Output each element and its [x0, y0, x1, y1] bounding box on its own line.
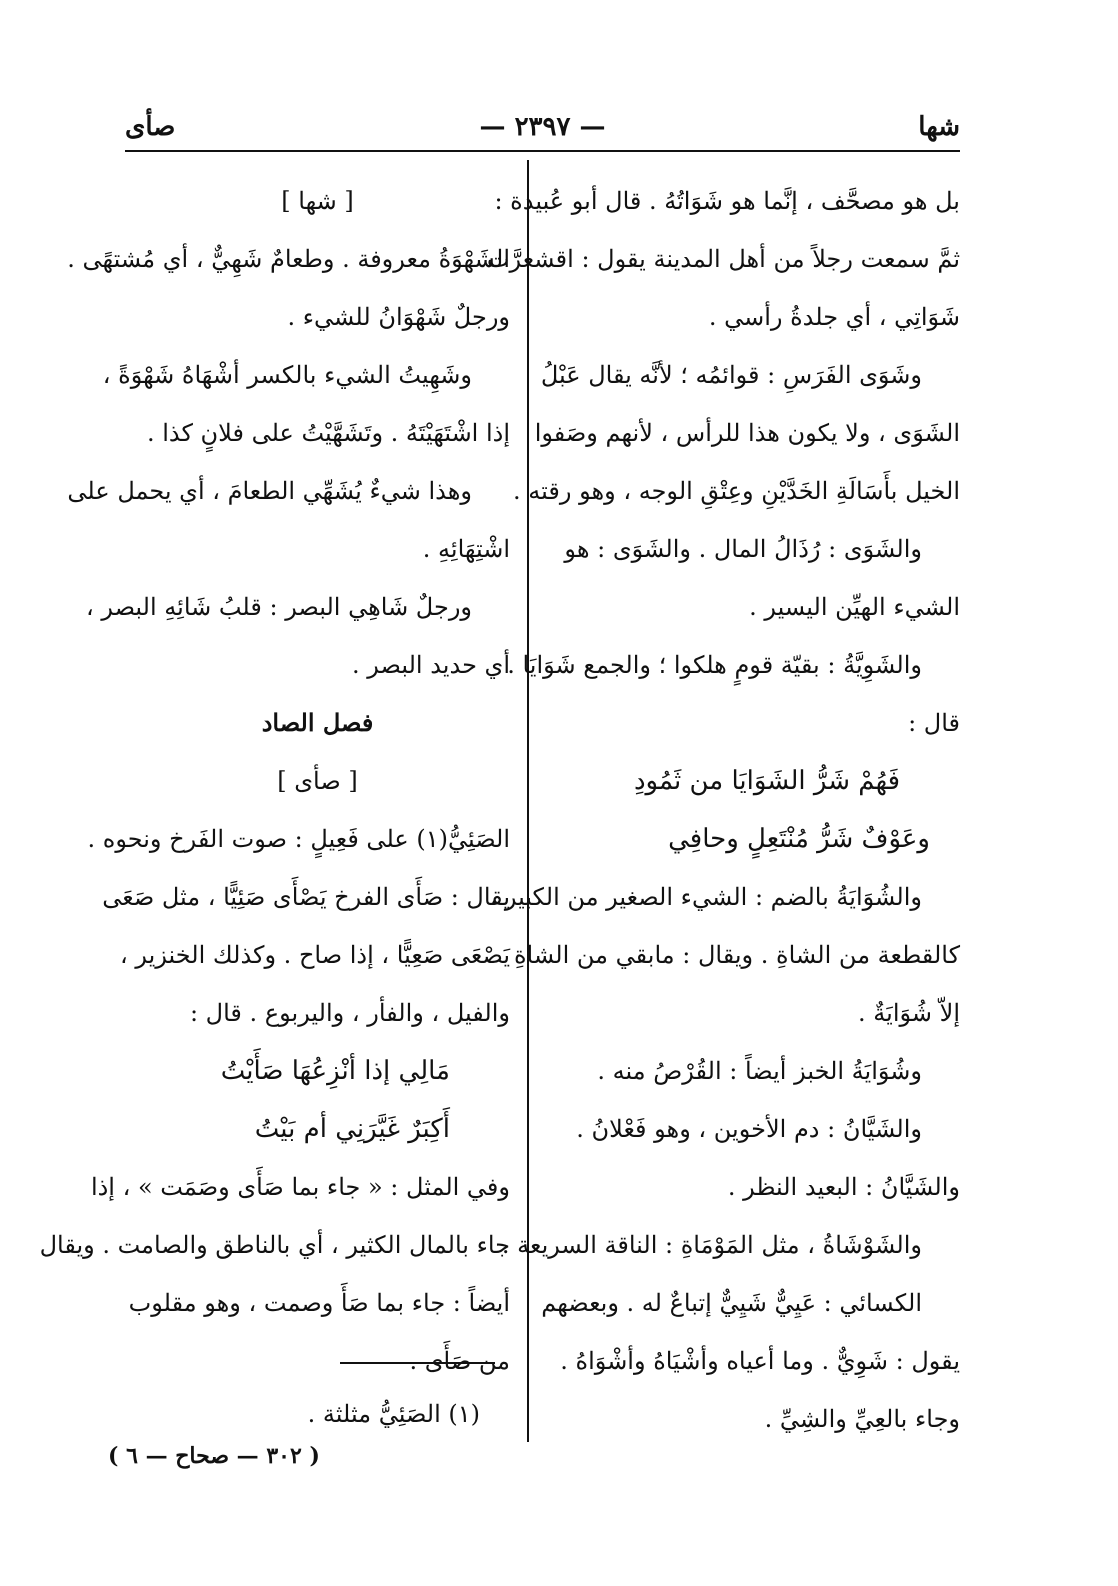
- section-heading: فصل الصاد: [261, 708, 374, 737]
- text-line: والشَوْشَاةُ ، مثل المَوْمَاةِ : الناقة السريعة .: [501, 1231, 922, 1259]
- text-line: والشَيَّانُ : دم الأخوين ، وهو فَعْلانُ .: [576, 1115, 922, 1143]
- text-line: يقول : شَوِيٌّ . وما أعياه وأشْيَاهُ وأشْوَاهُ .: [560, 1347, 960, 1375]
- text-line: قال :: [908, 709, 960, 737]
- header-root-right: شها: [918, 112, 960, 142]
- text-line: وشُوَايَةُ الخبز أيضاً : القُرْصُ منه .: [597, 1057, 922, 1085]
- text-line: ورجلٌ شَاهِي البصر : قلبُ شَائِهِ البصر ،: [85, 593, 472, 621]
- text-line: والشَوِيَّةُ : بقيّة قومٍ هلكوا ؛ والجمع شَوَايَا .: [507, 651, 922, 679]
- text-line: ثمَّ سمعت رجلاً من أهل المدينة يقول : اقشعرَّت: [486, 245, 960, 273]
- text-line: الصَئِيُّ(١) على فَعِيلٍ : صوت الفَرخ ونحوه .: [87, 825, 510, 853]
- text-line: والفيل ، والفأر ، واليربوع . قال :: [189, 999, 510, 1027]
- text-line: وجاء بالعِيِّ والشِيِّ .: [764, 1405, 960, 1433]
- text-line: وهذا شيءٌ يُشَهِّي الطعامَ ، أي يحمل على: [67, 477, 472, 505]
- signature-mark: ( ٣٠٢ — صحاح — ٦ ): [108, 1443, 320, 1469]
- text-line: ورجلٌ شَهْوَانُ للشيء .: [287, 303, 510, 331]
- text-line: شَوَاتِي ، أي جلدةُ رأسي .: [708, 303, 960, 331]
- text-line: والشُوَايَةُ بالضم : الشيء الصغير من الكبير ،: [489, 883, 922, 911]
- verse-line: أَكِبَرٌ غَيَّرَنِي أم بَيْتُ: [254, 1114, 450, 1144]
- header-root-left: صأى: [125, 112, 176, 142]
- text-line: وشَهِيتُ الشيء بالكسر أشْهَاهُ شَهْوَةً ،: [102, 361, 472, 389]
- entry-heading: [ صأى ]: [277, 767, 358, 795]
- text-line: الشَوَى ، ولا يكون هذا للرأس ، لأنهم وصَفوا: [534, 419, 960, 447]
- text-line: بل هو مصحَّف ، إنَّما هو شَوَاتُهُ . قال أبو عُبيدة :: [494, 187, 960, 215]
- text-line: إلاّ شُوَايَةٌ .: [858, 999, 960, 1027]
- text-line: والشَيَّانُ : البعيد النظر .: [727, 1173, 960, 1201]
- text-line: الشيء الهيِّن اليسير .: [749, 593, 960, 621]
- entry-heading: [ شها ]: [281, 187, 354, 215]
- verse-line: مَالِي إذا أنْزِعُهَا صَأَيْتُ: [220, 1056, 450, 1086]
- page-number: — ٢٣٩٧ —: [479, 112, 606, 142]
- footnote-rule: [340, 1362, 495, 1364]
- text-line: اشْتِهَائِهِ .: [422, 535, 510, 563]
- page-header: [125, 112, 960, 152]
- text-line: وشَوَى الفَرَسِ : قوائمُه ؛ لأنَّه يقال عَبْلُ: [540, 361, 922, 389]
- text-line: وفي المثل : « جاء بما صَأَى وصَمَت » ، إذا: [90, 1173, 510, 1201]
- text-line: من صَأَى .: [409, 1347, 510, 1375]
- text-line: الخيل بأَسَالَةِ الخَدَّيْنِ وعِتْقِ الوجه ، وهو رقته .: [513, 477, 960, 505]
- text-line: الكسائي : عَيِيٌّ شَيِيٌّ إتباعٌ له . وبعضهم: [541, 1289, 922, 1317]
- text-line: يقال : صَأَى الفرخ يَصْأَى صَئِيًّا ، مثل صَعَى: [102, 883, 510, 911]
- text-line: الشَهْوَةُ معروفة . وطعامٌ شَهِيٌّ ، أي مُشتهًى .: [67, 245, 510, 273]
- text-line: والشَوَى : رُذَالُ المال . والشَوَى : هو: [564, 535, 922, 563]
- header-rule: [125, 150, 960, 152]
- footnote: (١) الصَئِيُّ مثلثة .: [307, 1400, 480, 1428]
- verse-line: وعَوْفٌ شَرُّ مُنْتَعِلٍ وحافِي: [668, 824, 930, 854]
- text-line: يَصْعَى صَعِيًّا ، إذا صاح . وكذلك الخنزير ،: [120, 941, 510, 969]
- text-line: أي حديد البصر .: [352, 651, 510, 679]
- verse-line: فَهُمْ شَرُّ الشَوَايَا من ثَمُودِ: [633, 766, 900, 796]
- left-column: [39, 172, 510, 1390]
- text-line: كالقطعة من الشاةِ . ويقال : مابقي من الشاةِ: [513, 941, 960, 969]
- right-column: [486, 172, 960, 1448]
- text-line: إذا اشْتَهَيْتَهُ . وتَشَهَّيْتُ على فلانٍ كذا .: [146, 419, 510, 447]
- text-line: جاء بالمال الكثير ، أي بالناطق والصامت . ويقال: [39, 1231, 510, 1259]
- text-line: أيضاً : جاء بما صَأَ وصمت ، وهو مقلوب: [128, 1289, 510, 1317]
